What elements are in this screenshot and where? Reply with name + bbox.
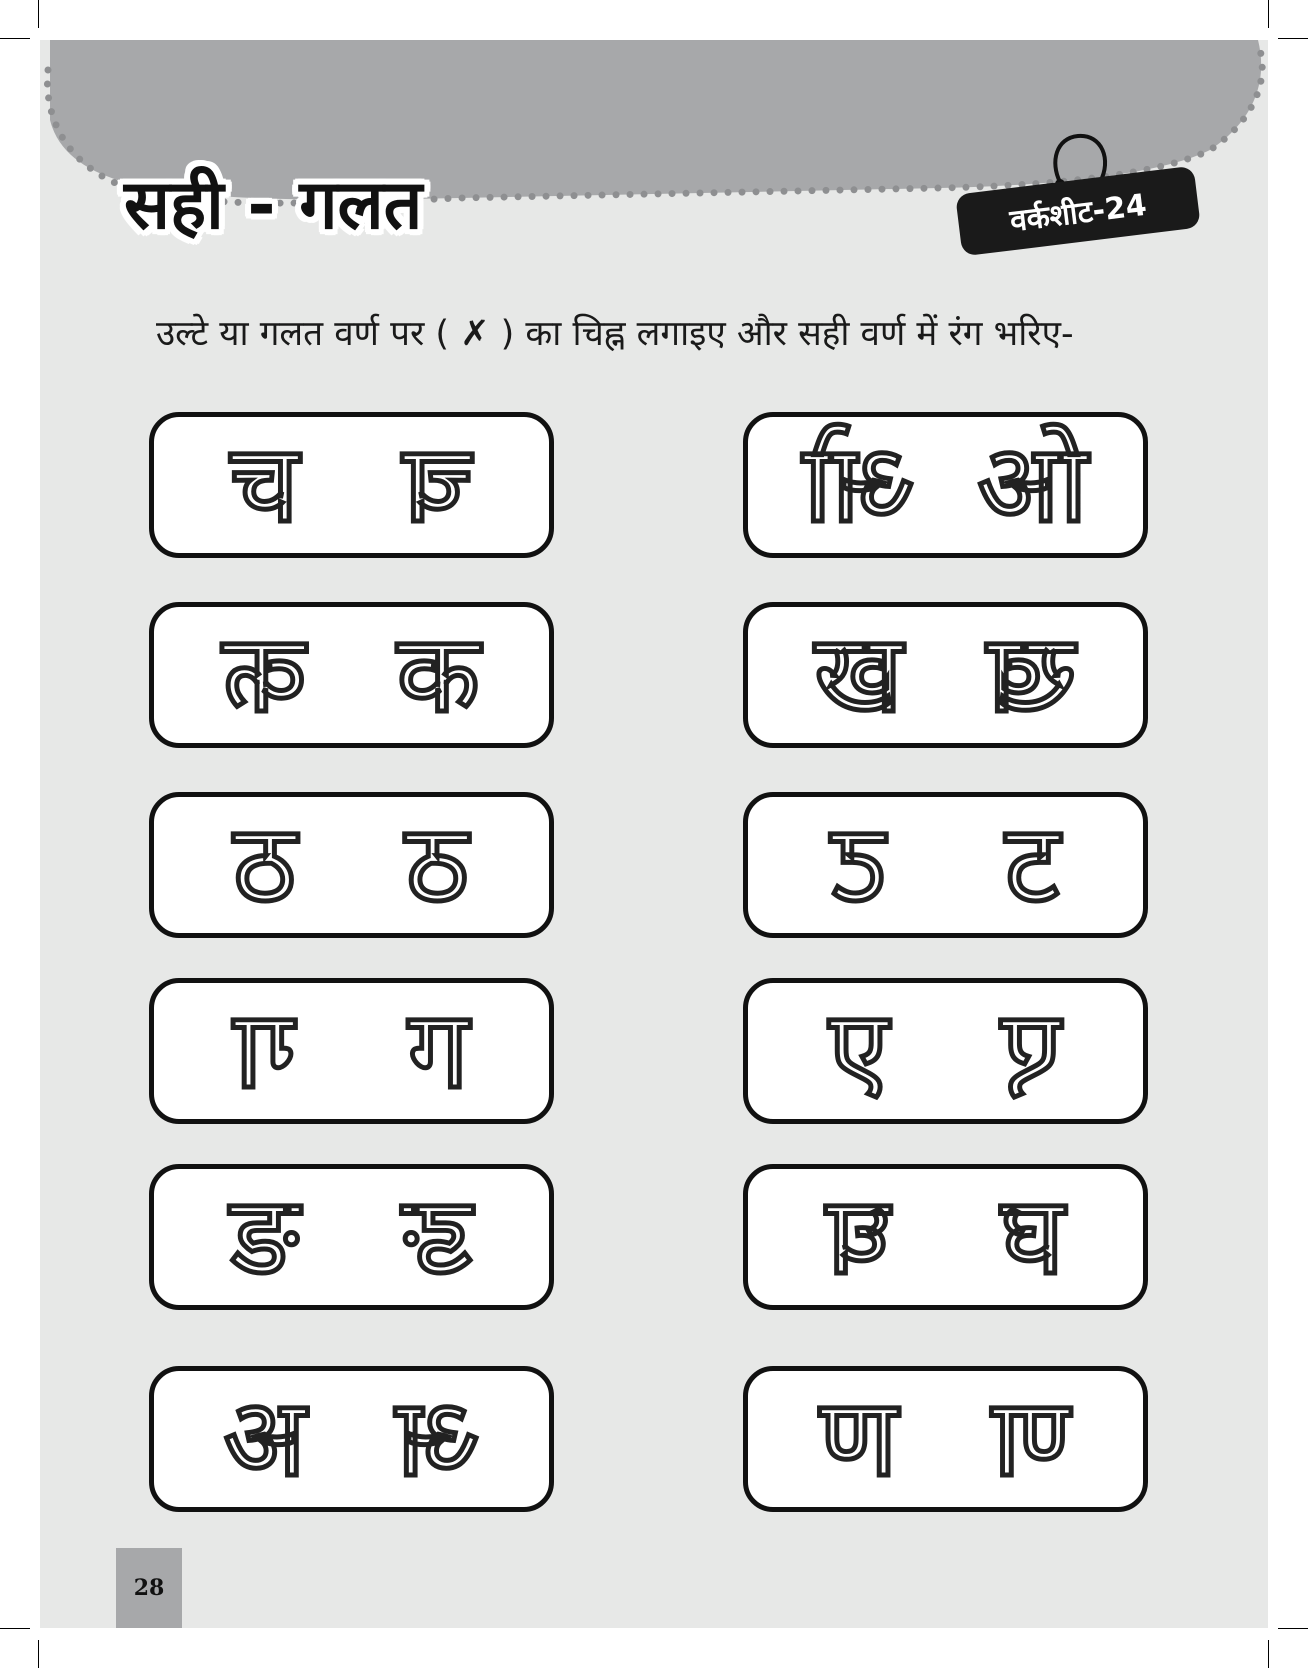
letter-card	[743, 1164, 1148, 1310]
letter-card	[149, 602, 554, 748]
letter-reversed[interactable]: ख	[988, 612, 1077, 737]
letter-card	[149, 1366, 554, 1512]
letter-reversed[interactable]: च	[404, 422, 473, 547]
letter-reversed[interactable]: ए	[1002, 988, 1063, 1113]
letter-card	[743, 602, 1148, 748]
letter-correct[interactable]: ए	[828, 988, 889, 1113]
letter-correct[interactable]: घ	[1000, 1174, 1065, 1299]
page-title: सही - गलत	[124, 166, 423, 245]
worksheet-tag: वर्कशीट-24	[955, 166, 1201, 257]
crop-mark	[0, 1628, 30, 1629]
letter-card	[149, 1164, 554, 1310]
letter-correct[interactable]: ण	[819, 1376, 898, 1501]
letter-correct[interactable]: ख	[814, 612, 903, 737]
letter-correct[interactable]: अ	[223, 1376, 306, 1501]
letter-card	[743, 792, 1148, 938]
crop-mark	[1268, 0, 1269, 28]
letter-reversed[interactable]: ठ	[407, 802, 470, 927]
letter-reversed[interactable]: घ	[826, 1174, 891, 1299]
letter-reversed[interactable]: ङ	[403, 1174, 473, 1299]
letter-reversed[interactable]: ण	[993, 1376, 1072, 1501]
crop-mark	[1278, 38, 1308, 39]
letter-card	[743, 412, 1148, 558]
letter-correct[interactable]: च	[230, 422, 299, 547]
letter-correct[interactable]: ठ	[233, 802, 296, 927]
letter-correct[interactable]: ङ	[230, 1174, 299, 1299]
letter-card	[743, 978, 1148, 1124]
crop-mark	[38, 0, 39, 28]
crop-mark	[0, 38, 30, 39]
letter-correct[interactable]: क	[396, 612, 480, 737]
letter-reversed[interactable]: अ	[397, 1376, 480, 1501]
letter-reversed[interactable]: ओ	[803, 422, 914, 547]
crop-mark	[38, 1640, 39, 1668]
letter-correct[interactable]: ट	[1005, 802, 1060, 927]
crop-mark	[1278, 1628, 1308, 1629]
letter-card	[743, 1366, 1148, 1512]
worksheet-page	[40, 40, 1268, 1628]
letter-reversed[interactable]: ट	[831, 802, 886, 927]
crop-mark	[1268, 1640, 1269, 1668]
letter-correct[interactable]: ओ	[977, 422, 1088, 547]
letter-reversed[interactable]: ग	[234, 988, 295, 1113]
letter-reversed[interactable]: क	[223, 612, 307, 737]
letter-card	[149, 792, 554, 938]
instruction-text: उल्टे या गलत वर्ण पर ( ✗ ) का चिह्न लगाइए और सही वर्ण में रंग भरिए-	[156, 314, 1074, 354]
letter-correct[interactable]: ग	[407, 988, 469, 1113]
page-number: 28	[116, 1548, 182, 1628]
letter-card	[149, 978, 554, 1124]
letter-card	[149, 412, 554, 558]
